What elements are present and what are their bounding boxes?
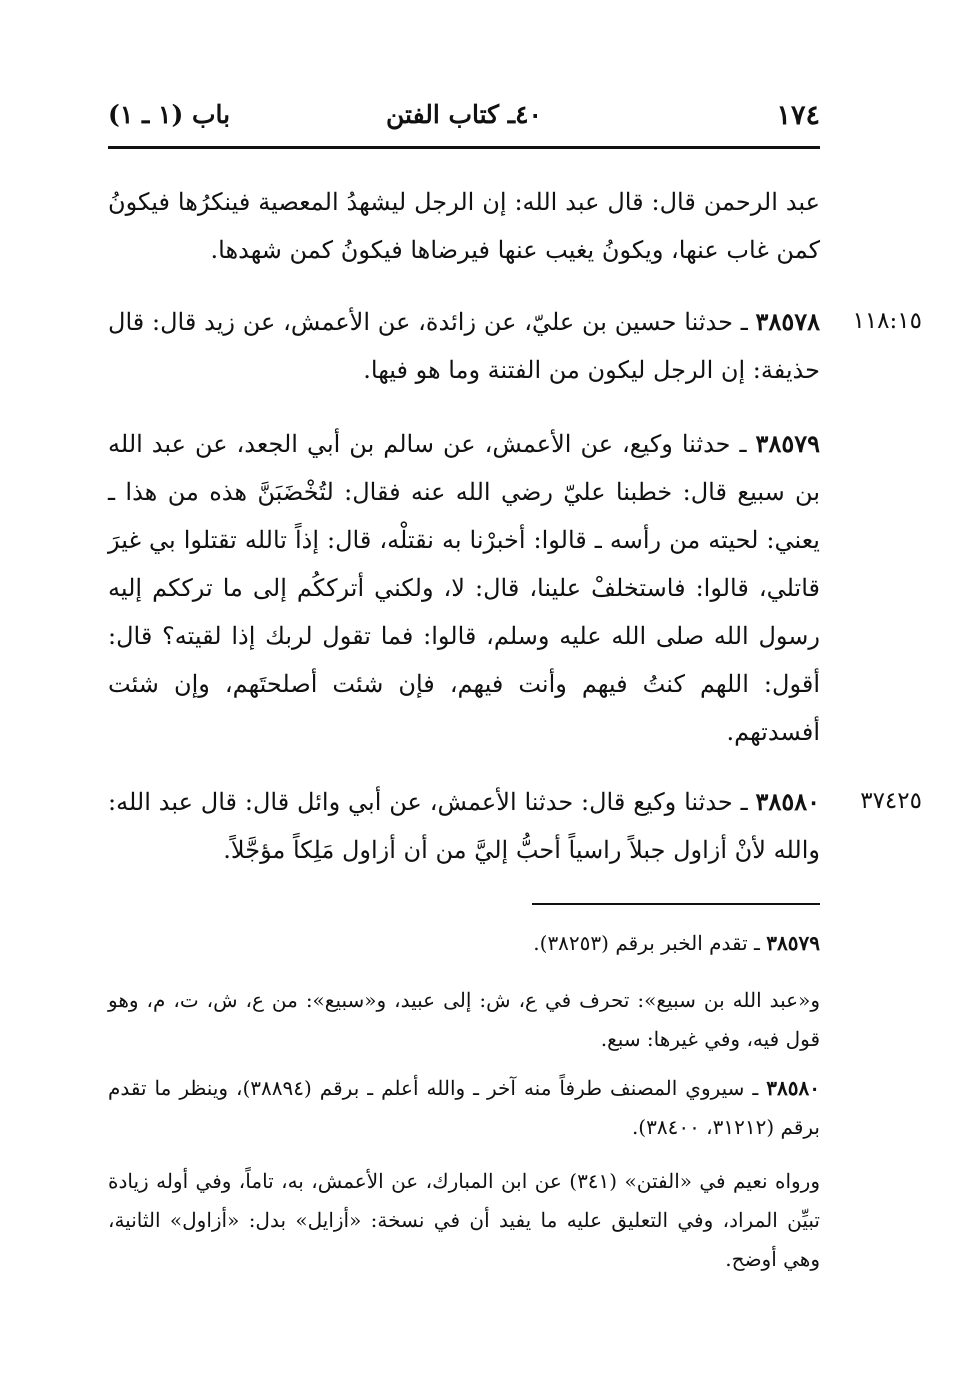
hadith-number: ٣٨٥٧٨ [755,307,820,336]
book-title: ٤٠ـ كتاب الفتن [386,100,542,129]
page-number: ١٧٤ [776,100,820,131]
footnote-text: ـ تقدم الخبر برقم (٣٨٢٥٣). [533,931,767,955]
paragraph-text: ـ حدثنا وكيع قال: حدثنا الأعمش، عن أبي وائل قال: قال عبد الله: والله لأنْ أزاول جبلاً راسياً أحبُّ إليَّ من أن أزاول مَلِكاً مؤجَّلاً. [108,788,820,864]
footnote-number: ٣٨٥٧٩ [766,931,820,955]
hadith-38578 [108,298,820,394]
footnote-text: ـ سيروي المصنف طرفاً منه آخر ـ والله أعلم ـ برقم (٣٨٨٩٤)، وينظر ما تقدم برقم (٣١٢١٢، ٣٨٤٠٠). [108,1076,820,1139]
side-reference-2: ٣٧٤٢٥ [860,788,922,814]
paragraph-continuation [108,178,820,274]
bab-label: باب (١ ـ ١) [108,100,231,129]
footnote-2 [108,981,820,1059]
header-rule [108,146,820,149]
page-header [108,100,820,140]
footnote-rule [532,903,820,905]
paragraph-text: عبد الرحمن قال: قال عبد الله: إن الرجل ليشهدُ المعصية فينكرُها فيكونُ كمن غاب عنها، ويكونُ يغيب عنها فيرضاها فيكونُ كمن شهدها. [108,188,820,264]
hadith-number: ٣٨٥٨٠ [755,787,820,816]
footnote-text: ورواه نعيم في «الفتن» (٣٤١) عن ابن المبارك، عن الأعمش، به، تاماً، وفي أوله زيادة تبيِّن المراد، وفي التعليق عليه ما يفيد أن في نسخة: «أزايل» بدل: «أزاول» الثانية، وهي أوضح. [108,1169,820,1271]
hadith-number: ٣٨٥٧٩ [755,429,820,458]
footnote-number: ٣٨٥٨٠ [766,1076,820,1100]
hadith-38579 [108,420,820,756]
footnote-text: و«عبد الله بن سبيع»: تحرف في ع، ش: إلى عبيد، و«سبيع»: من ع، ش، ت، م، وهو قول فيه، وفي غيرها: سبع. [108,988,820,1051]
footnote-1 [108,924,820,963]
paragraph-text: ـ حدثنا وكيع، عن الأعمش، عن سالم بن أبي الجعد، عن عبد الله بن سبيع قال: خطبنا عليّ رضي الله عنه فقال: لتُخْضَبَنَّ هذه من هذا ـ يعني: لحيته من رأسه ـ قالوا: أخبرْنا به نقتلْه، قال: إذاً تالله تقتلوا بي غيرَ قاتلي، قالوا: فاستخلفْ علينا، قال: لا، ولكني أترككُم إلى ما ترككم إليه رسول الله صلى الله عليه وسلم، قالوا: فما تقول لربك إذا لقيته؟ قال: أقول: اللهم كنتُ فيهم وأنت فيهم، فإن شئت أصلحتَهم، وإن شئت أفسدتهم. [108,430,820,746]
paragraph-text: ـ حدثنا حسين بن عليّ، عن زائدة، عن الأعمش، عن زيد قال: قال حذيفة: إن الرجل ليكون من الفتنة وما هو فيها. [108,308,820,384]
side-reference-1: ١١٨:١٥ [852,308,922,334]
footnote-3 [108,1069,820,1147]
footnote-4 [108,1162,820,1279]
hadith-38580 [108,778,820,874]
